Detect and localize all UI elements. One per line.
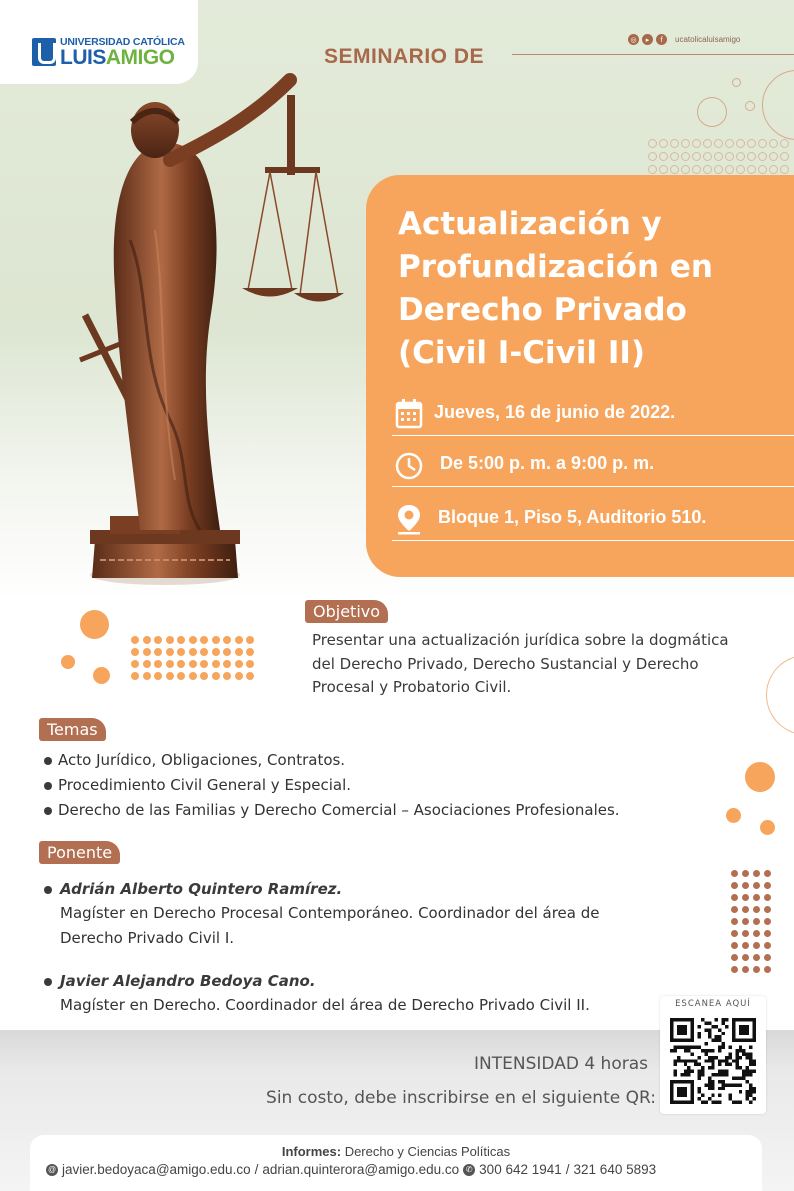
- deco-dot: [753, 954, 760, 961]
- deco-dot: [758, 152, 767, 161]
- speaker-name: Adrián Alberto Quintero Ramírez.: [44, 877, 684, 901]
- speaker-2: [44, 969, 684, 1018]
- deco-dot: [200, 636, 208, 644]
- qr-label: ESCANEA AQUÍ: [675, 999, 751, 1009]
- informes-line: [30, 1144, 762, 1159]
- deco-dot: [742, 870, 749, 877]
- deco-dot: [212, 660, 220, 668]
- deco-dot: [131, 648, 139, 656]
- deco-dot: [731, 966, 738, 973]
- logo-name-part1: LUIS: [60, 46, 106, 69]
- deco-dot: [703, 165, 712, 174]
- deco-dot: [764, 942, 771, 949]
- deco-dot: [742, 954, 749, 961]
- deco-dot: [143, 648, 151, 656]
- objetivo-line: Presentar una actualización jurídica sobre la dogmática: [312, 631, 729, 649]
- deco-dot: [177, 660, 185, 668]
- deco-dot: [166, 648, 174, 656]
- deco-dot: [742, 906, 749, 913]
- deco-dot: [731, 894, 738, 901]
- deco-dot: [681, 139, 690, 148]
- deco-dot: [659, 139, 668, 148]
- deco-dot: [670, 152, 679, 161]
- deco-dot: [725, 152, 734, 161]
- deco-dot: [692, 152, 701, 161]
- deco-dot: [753, 870, 760, 877]
- deco-dot: [681, 165, 690, 174]
- speaker-name: Javier Alejandro Bedoya Cano.: [44, 969, 684, 993]
- objetivo-line: del Derecho Privado, Derecho Sustancial y Derecho: [312, 654, 699, 673]
- deco-dot: [61, 655, 75, 669]
- deco-dot: [780, 139, 789, 148]
- deco-dot: [731, 930, 738, 937]
- deco-dot: [143, 636, 151, 644]
- deco-dot: [166, 672, 174, 680]
- logo-university-text: UNIVERSIDAD CATÓLICA: [60, 36, 185, 48]
- informes-value: Derecho y Ciencias Políticas: [344, 1144, 511, 1159]
- deco-dot: [200, 648, 208, 656]
- phone-link[interactable]: 300 642 1941: [479, 1162, 562, 1177]
- deco-dot: [131, 636, 139, 644]
- deco-dot: [764, 906, 771, 913]
- deco-dot: [747, 139, 756, 148]
- phone-link[interactable]: 321 640 5893: [573, 1162, 657, 1177]
- deco-dot: [189, 648, 197, 656]
- deco-dot: [692, 139, 701, 148]
- deco-dot: [189, 660, 197, 668]
- deco-dot: [731, 906, 738, 913]
- deco-dot: [736, 139, 745, 148]
- event-title: [398, 203, 788, 375]
- deco-dot: [235, 672, 243, 680]
- deco-dot: [246, 648, 254, 656]
- deco-dot: [725, 165, 734, 174]
- deco-dot: [731, 882, 738, 889]
- event-kicker: SEMINARIO DE: [324, 45, 485, 68]
- list-item: Derecho de las Familias y Derecho Comercial – Asociaciones Profesionales.: [44, 798, 620, 823]
- social-links: [628, 34, 740, 45]
- deco-dot: [780, 152, 789, 161]
- deco-dot: [246, 672, 254, 680]
- deco-dot: [726, 808, 741, 823]
- deco-dot: [736, 165, 745, 174]
- deco-dot: [742, 942, 749, 949]
- deco-dot: [753, 942, 760, 949]
- deco-dot: [764, 918, 771, 925]
- date-row: [392, 392, 794, 436]
- deco-dot: [736, 152, 745, 161]
- deco-dot: [731, 954, 738, 961]
- deco-dot: [80, 610, 109, 639]
- deco-dot: [177, 672, 185, 680]
- deco-ring: [766, 655, 794, 735]
- deco-dot: [681, 152, 690, 161]
- deco-dot: [166, 660, 174, 668]
- separator: /: [254, 1162, 259, 1177]
- deco-dot: [189, 636, 197, 644]
- time-row: [392, 443, 794, 487]
- deco-dot: [753, 930, 760, 937]
- deco-dot: [692, 165, 701, 174]
- deco-dot: [714, 165, 723, 174]
- deco-dot: [760, 820, 775, 835]
- deco-dot: [223, 672, 231, 680]
- location-row: [392, 497, 794, 541]
- instagram-icon[interactable]: ◎: [628, 34, 639, 45]
- deco-dot: [745, 762, 775, 792]
- email-link[interactable]: javier.bedoyaca@amigo.edu.co: [62, 1162, 251, 1177]
- email-icon: @: [47, 1164, 57, 1174]
- deco-dot-grid: [131, 636, 254, 680]
- event-place: Bloque 1, Piso 5, Auditorio 510.: [438, 507, 707, 527]
- deco-dot: [764, 894, 771, 901]
- qr-code-icon[interactable]: [670, 1018, 756, 1104]
- speaker-desc-line: Magíster en Derecho. Coordinador del área de Derecho Privado Civil II.: [60, 996, 590, 1014]
- title-line: Profundización en: [398, 249, 713, 285]
- social-handle: ucatolicaluisamigo: [675, 35, 741, 44]
- deco-dot: [769, 152, 778, 161]
- objetivo-tag: Objetivo: [305, 600, 388, 623]
- deco-dot: [177, 636, 185, 644]
- deco-dot: [753, 906, 760, 913]
- kicker-divider: [512, 54, 794, 55]
- deco-dot: [753, 918, 760, 925]
- deco-dot: [212, 672, 220, 680]
- deco-dot: [154, 636, 162, 644]
- deco-dot: [742, 882, 749, 889]
- deco-dot: [742, 894, 749, 901]
- logo-name-part2: AMIGO: [105, 46, 175, 69]
- deco-dot: [758, 165, 767, 174]
- deco-dot: [753, 882, 760, 889]
- deco-dot: [131, 672, 139, 680]
- intensity-text: INTENSIDAD 4 horas: [474, 1054, 648, 1074]
- deco-dot: [703, 152, 712, 161]
- deco-dot: [742, 930, 749, 937]
- title-line: (Civil I-Civil II): [398, 335, 646, 371]
- deco-ring: [732, 78, 741, 87]
- university-logo-icon: [32, 38, 56, 66]
- deco-dot: [769, 165, 778, 174]
- deco-dot: [764, 882, 771, 889]
- deco-dot: [725, 139, 734, 148]
- deco-dot: [648, 139, 657, 148]
- deco-dot: [189, 672, 197, 680]
- ponente-tag: Ponente: [39, 841, 120, 864]
- deco-ring: [697, 97, 727, 127]
- youtube-icon[interactable]: ▸: [642, 34, 653, 45]
- footer: [30, 1135, 762, 1191]
- deco-dot: [246, 636, 254, 644]
- deco-dot: [166, 636, 174, 644]
- list-item: Acto Jurídico, Obligaciones, Contratos.: [44, 748, 620, 773]
- clock-icon: [394, 449, 424, 481]
- deco-dot: [200, 672, 208, 680]
- title-line: Actualización y: [398, 206, 662, 242]
- deco-dot: [703, 139, 712, 148]
- speaker-desc-line: Magíster en Derecho Procesal Contemporáneo. Coordinador del área de: [60, 904, 600, 922]
- deco-dot: [177, 648, 185, 656]
- deco-dot: [648, 165, 657, 174]
- deco-dot: [143, 660, 151, 668]
- deco-dot: [764, 870, 771, 877]
- deco-dot: [131, 660, 139, 668]
- deco-dot: [747, 152, 756, 161]
- deco-dot: [769, 139, 778, 148]
- deco-dot: [764, 930, 771, 937]
- deco-dot: [742, 918, 749, 925]
- deco-dot: [670, 139, 679, 148]
- deco-dot: [212, 648, 220, 656]
- facebook-icon[interactable]: f: [656, 34, 667, 45]
- location-pin-icon: [394, 503, 424, 535]
- phone-icon: ✆: [463, 1164, 475, 1176]
- deco-dot: [758, 139, 767, 148]
- speaker-desc-line: Derecho Privado Civil I.: [60, 928, 235, 947]
- deco-dot: [731, 942, 738, 949]
- deco-dot: [659, 152, 668, 161]
- deco-dot: [780, 165, 789, 174]
- list-item: Procedimiento Civil General y Especial.: [44, 773, 620, 798]
- deco-dot: [235, 648, 243, 656]
- deco-dot: [764, 966, 771, 973]
- separator: /: [565, 1162, 570, 1177]
- deco-dot: [154, 660, 162, 668]
- temas-list: [44, 748, 620, 823]
- deco-dot: [764, 954, 771, 961]
- deco-dot: [143, 672, 151, 680]
- deco-dot: [154, 672, 162, 680]
- informes-label: Informes:: [281, 1144, 342, 1159]
- temas-tag: Temas: [39, 718, 106, 741]
- deco-dot: [659, 165, 668, 174]
- deco-dot: [200, 660, 208, 668]
- deco-dot: [93, 667, 110, 684]
- email-link[interactable]: adrian.quinterora@amigo.edu.co: [262, 1162, 460, 1177]
- deco-dot: [670, 165, 679, 174]
- qr-card[interactable]: [660, 996, 766, 1114]
- deco-dot-grid: [731, 870, 771, 973]
- event-date: Jueves, 16 de junio de 2022.: [434, 402, 676, 422]
- lady-justice-statue-image: [70, 60, 370, 590]
- deco-dot: [747, 165, 756, 174]
- deco-ring: [745, 101, 755, 111]
- deco-dot: [714, 139, 723, 148]
- deco-dot: [235, 660, 243, 668]
- deco-dot: [742, 966, 749, 973]
- deco-dot: [731, 918, 738, 925]
- speaker-1: [44, 877, 684, 950]
- deco-dot: [648, 152, 657, 161]
- deco-dot: [235, 636, 243, 644]
- deco-dot: [223, 648, 231, 656]
- deco-dot: [753, 894, 760, 901]
- title-line: Derecho Privado: [398, 292, 687, 328]
- deco-dot: [246, 660, 254, 668]
- deco-dot: [223, 660, 231, 668]
- cost-text: Sin costo, debe inscribirse en el siguiente QR:: [266, 1088, 656, 1108]
- objetivo-line: Procesal y Probatorio Civil.: [312, 678, 512, 696]
- objetivo-text: [312, 629, 729, 700]
- contact-line: [46, 1162, 656, 1177]
- deco-dot: [753, 966, 760, 973]
- deco-dot: [212, 636, 220, 644]
- deco-dot: [731, 870, 738, 877]
- event-time: De 5:00 p. m. a 9:00 p. m.: [440, 453, 655, 473]
- calendar-icon: [394, 398, 424, 430]
- deco-dot: [154, 648, 162, 656]
- deco-dot: [714, 152, 723, 161]
- deco-dot: [223, 636, 231, 644]
